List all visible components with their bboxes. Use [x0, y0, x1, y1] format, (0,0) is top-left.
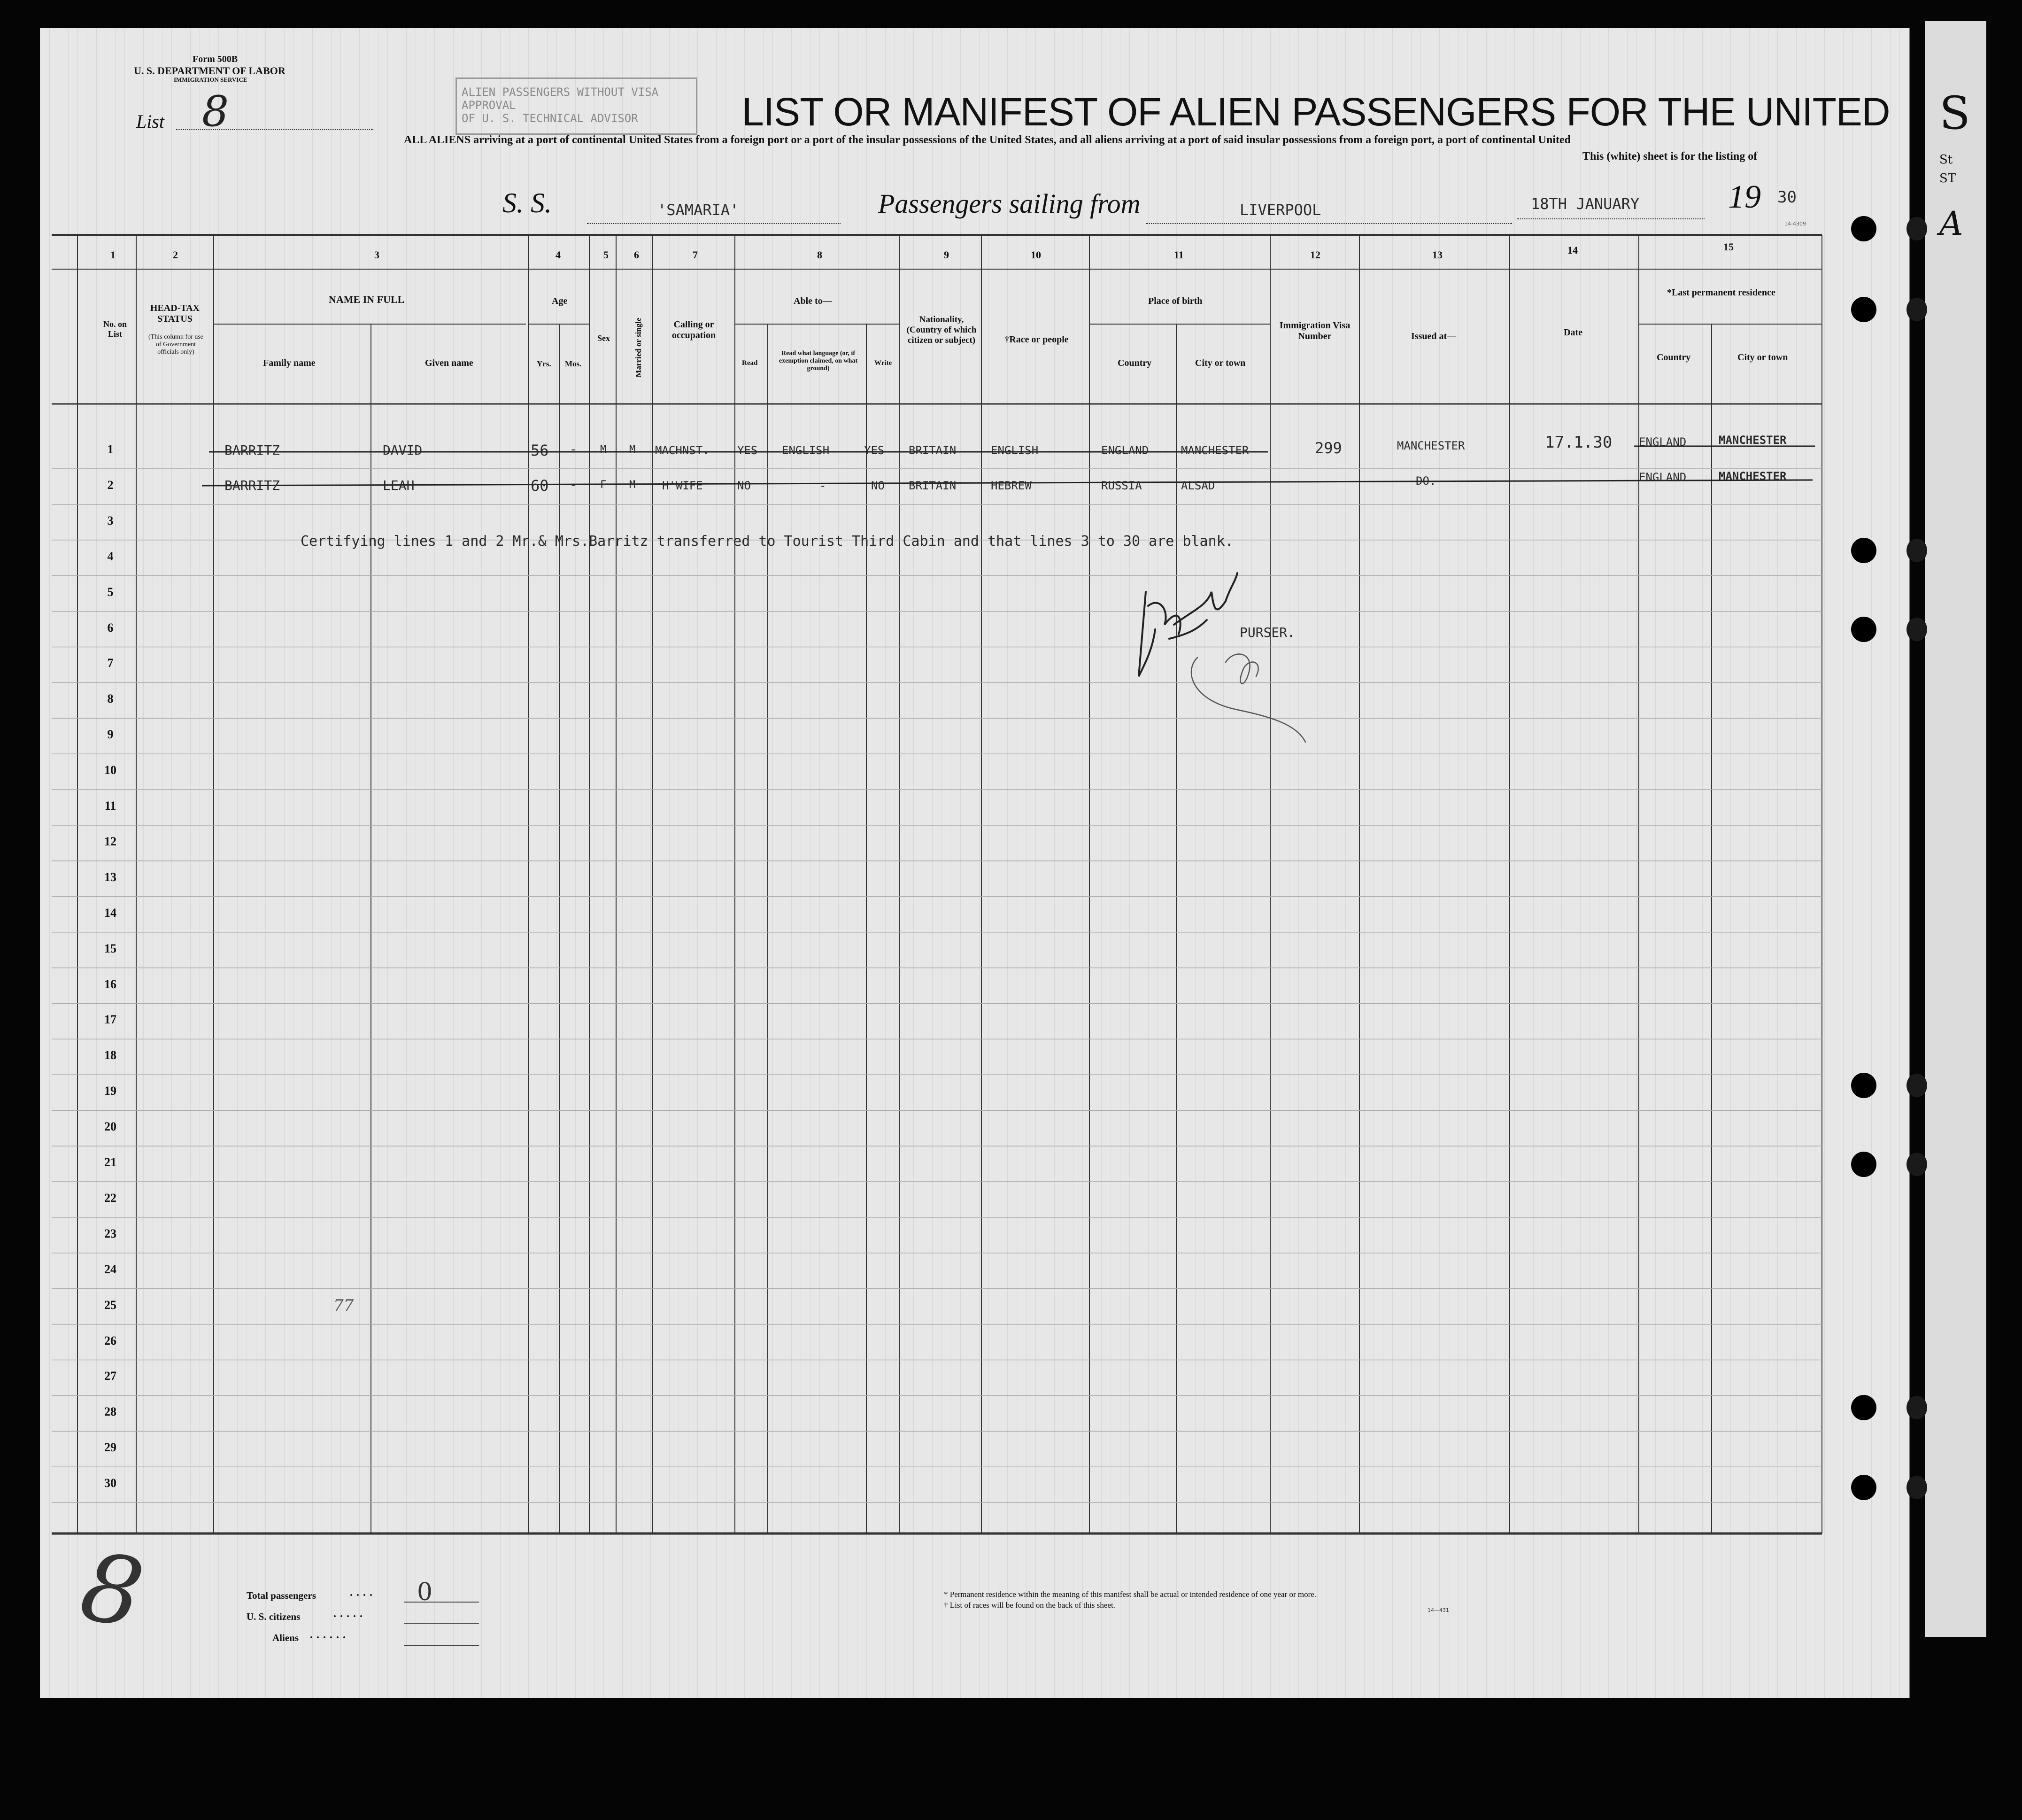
line-number: 2 [107, 478, 114, 492]
row-married: M [629, 479, 636, 491]
port-name: LIVERPOOL [1240, 201, 1321, 219]
subtitle-line-1: ALL ALIENS arriving at a port of continental United States from a foreign port or a port of the insular possessions of the United States, and all aliens arriving at a port of said insular possessions from a foreign port, a port of continental United [404, 134, 1571, 146]
line-number: 1 [107, 442, 114, 456]
header-mos: Mos. [565, 359, 582, 368]
col-num: 5 [603, 249, 609, 261]
line-number: 8 [107, 692, 114, 706]
header-read-language: Read what language (or, if exemption claimed, on what ground) [779, 350, 858, 372]
col-num: 10 [1031, 249, 1041, 261]
col-num: 13 [1432, 249, 1443, 261]
footnote-residence: * Permanent residence within the meaning of this manifest shall be actual or intended residence of one year or more. [944, 1590, 1317, 1599]
row-age-mos: - [570, 478, 577, 492]
header-yrs: Yrs. [537, 359, 551, 368]
line-number: 4 [107, 549, 114, 563]
header-birth-city: City or town [1195, 358, 1246, 368]
col-num: 4 [556, 249, 561, 261]
row-language: - [819, 479, 826, 492]
aliens-label: Aliens [272, 1632, 299, 1643]
header-birth-country: Country [1118, 358, 1152, 368]
header-race: †Race or people [1004, 334, 1069, 345]
aliens-dots: ...... [310, 1629, 349, 1641]
line-number: 20 [104, 1120, 116, 1134]
line-number: 17 [104, 1013, 116, 1027]
header-able-to: Able to— [794, 296, 832, 306]
row-occupation: H'WIFE [662, 479, 703, 492]
row-birth-city: MANCHESTER [1181, 444, 1249, 457]
list-number: 8 [202, 87, 229, 136]
line-number: 10 [104, 763, 116, 777]
line-number: 7 [107, 656, 114, 670]
row-read: NO [737, 479, 751, 492]
line-number: 13 [104, 870, 116, 884]
row-occupation: MACHNST. [655, 444, 710, 457]
header-res-city: City or town [1737, 352, 1788, 363]
col-num: 8 [817, 249, 822, 261]
adjacent-small-2: ST [1939, 171, 1956, 186]
ss-label: S. S. [502, 187, 552, 218]
stray-pencil-mark: 77 [333, 1296, 354, 1315]
col-num: 11 [1174, 249, 1184, 261]
row-family-name: BARRITZ [224, 478, 280, 493]
header-read: Read [742, 359, 758, 367]
row-given-name: LEAH [383, 478, 415, 493]
subtitle-line-2: This (white) sheet is for the listing of [1582, 150, 1758, 163]
line-number: 22 [104, 1191, 116, 1205]
list-label: List [136, 111, 165, 132]
row-res-city: MANCHESTER [1719, 434, 1787, 447]
row-nationality: BRITAIN [909, 444, 957, 457]
total-value: 0 [417, 1578, 433, 1606]
row-res-country: ENGLAND [1639, 471, 1687, 484]
line-number: 5 [107, 585, 114, 599]
header-visa-number: Immigration Visa Number [1279, 320, 1351, 341]
line-number: 27 [104, 1369, 116, 1383]
row-married: M [629, 444, 636, 456]
row-birth-city: ALSAD [1181, 479, 1215, 492]
row-age-yrs: 60 [531, 477, 549, 495]
line-number: 23 [104, 1226, 116, 1240]
line-number: 11 [104, 799, 116, 813]
header-calling: Calling or occupation [671, 319, 716, 341]
margin-handwritten-number: 8 [73, 1531, 151, 1650]
row-race: HEBREW [991, 479, 1032, 492]
line-number: 14 [104, 906, 116, 920]
adjacent-mid-letter: A [1939, 204, 1963, 243]
row-family-name: BARRITZ [224, 442, 280, 458]
purser-label: PURSER. [1240, 625, 1296, 640]
sailing-label: Passengers sailing from [878, 188, 1141, 219]
stamp-line-2: OF U. S. TECHNICAL ADVISOR [462, 112, 638, 125]
col-num: 14 [1567, 244, 1578, 256]
stamp-line-1: ALIEN PASSENGERS WITHOUT VISA APPROVAL [462, 85, 659, 112]
adjacent-small-1: St [1939, 153, 1953, 167]
header-age: Age [552, 296, 568, 306]
header-married: Married or single [634, 318, 643, 378]
form-number: Form 500B [193, 54, 238, 64]
row-sex: F [600, 479, 607, 491]
row-read: YES [737, 444, 758, 457]
header-nationality: Nationality, (Country of which citizen or subject) [906, 315, 977, 345]
line-number: 26 [104, 1333, 116, 1348]
footnote-races: † List of races will be found on the back of this sheet. [944, 1601, 1115, 1610]
row-nationality: BRITAIN [909, 479, 957, 492]
year-prefix: 19 [1728, 179, 1761, 215]
department: U. S. DEPARTMENT OF LABOR [134, 65, 286, 77]
row-res-city: MANCHESTER [1719, 470, 1787, 483]
header-issued-at: Issued at— [1411, 331, 1457, 341]
citizens-dots: ..... [333, 1608, 366, 1620]
row-visa: 299 [1315, 439, 1342, 457]
line-number: 24 [104, 1262, 116, 1276]
line-number: 9 [107, 728, 114, 742]
row-language: ENGLISH [782, 444, 830, 457]
line-number: 29 [104, 1441, 116, 1455]
row-write: NO [871, 479, 885, 492]
line-number: 30 [104, 1476, 116, 1490]
row-sex: M [600, 444, 607, 456]
row-given-name: DAVID [383, 442, 423, 458]
col-num: 7 [693, 249, 698, 261]
header-last-residence: *Last permanent residence [1667, 287, 1775, 298]
line-number: 6 [107, 620, 114, 635]
col-num: 1 [110, 249, 116, 261]
col-num: 12 [1310, 249, 1320, 261]
row-res-country: ENGLAND [1639, 435, 1687, 449]
header-place-of-birth: Place of birth [1148, 296, 1203, 306]
col-num: 15 [1723, 241, 1734, 253]
certification-note: Certifying lines 1 and 2 Mr.& Mrs.Barritz transferred to Tourist Third Cabin and that lines 3 to 30 are blank. [301, 533, 1234, 550]
col-num: 9 [944, 249, 949, 261]
line-number: 21 [104, 1155, 116, 1169]
header-no-on-list: No. on List [103, 319, 127, 339]
header-head-tax-note: (This column for use of Government officials only) [148, 333, 204, 356]
row-birth-country: RUSSIA [1101, 479, 1142, 492]
line-number: 12 [104, 834, 116, 848]
footer-code: 14—431 [1428, 1607, 1449, 1613]
header-date: Date [1564, 327, 1582, 338]
us-citizens-label: U. S. citizens [247, 1611, 301, 1622]
line-number: 25 [104, 1298, 116, 1312]
sailing-date: 18TH JANUARY [1531, 195, 1640, 213]
line-number: 16 [104, 977, 116, 991]
row-race: ENGLISH [991, 444, 1039, 457]
adjacent-big-letter: S [1939, 87, 1970, 139]
header-res-country: Country [1657, 352, 1691, 363]
totals-mid-line [404, 1623, 479, 1624]
header-write: Write [874, 359, 892, 367]
total-dots: .... [350, 1587, 376, 1599]
header-family-name: Family name [263, 358, 316, 368]
row-issued: DO. [1416, 474, 1436, 488]
page-title: LIST OR MANIFEST OF ALIEN PASSENGERS FOR THE UNITED [742, 90, 1890, 134]
row-write: YES [864, 444, 885, 457]
form-code: 14-4309 [1784, 221, 1806, 227]
ship-name: 'SAMARIA' [657, 201, 739, 219]
line-number: 19 [104, 1084, 116, 1098]
row-date: 17.1.30 [1545, 433, 1613, 452]
total-passengers-label: Total passengers [247, 1590, 316, 1601]
header-given-name: Given name [425, 358, 473, 368]
row-age-yrs: 56 [531, 441, 549, 459]
row-issued: MANCHESTER [1397, 439, 1465, 452]
purser-signature [1127, 554, 1324, 751]
row-age-mos: - [570, 442, 577, 457]
header-name-in-full: NAME IN FULL [329, 294, 405, 305]
header-head-tax: HEAD-TAX STATUS [150, 303, 200, 324]
line-number: 3 [107, 513, 114, 527]
col-num: 6 [634, 249, 639, 261]
year: 30 [1777, 188, 1797, 207]
header-sex: Sex [597, 333, 610, 343]
line-number: 28 [104, 1405, 116, 1419]
line-number: 18 [104, 1048, 116, 1062]
service: IMMIGRATION SERVICE [174, 76, 247, 83]
row-birth-country: ENGLAND [1101, 444, 1149, 457]
col-num: 3 [374, 249, 379, 261]
totals-underlines [404, 1602, 479, 1646]
line-number: 15 [104, 941, 116, 955]
col-num: 2 [173, 249, 178, 261]
